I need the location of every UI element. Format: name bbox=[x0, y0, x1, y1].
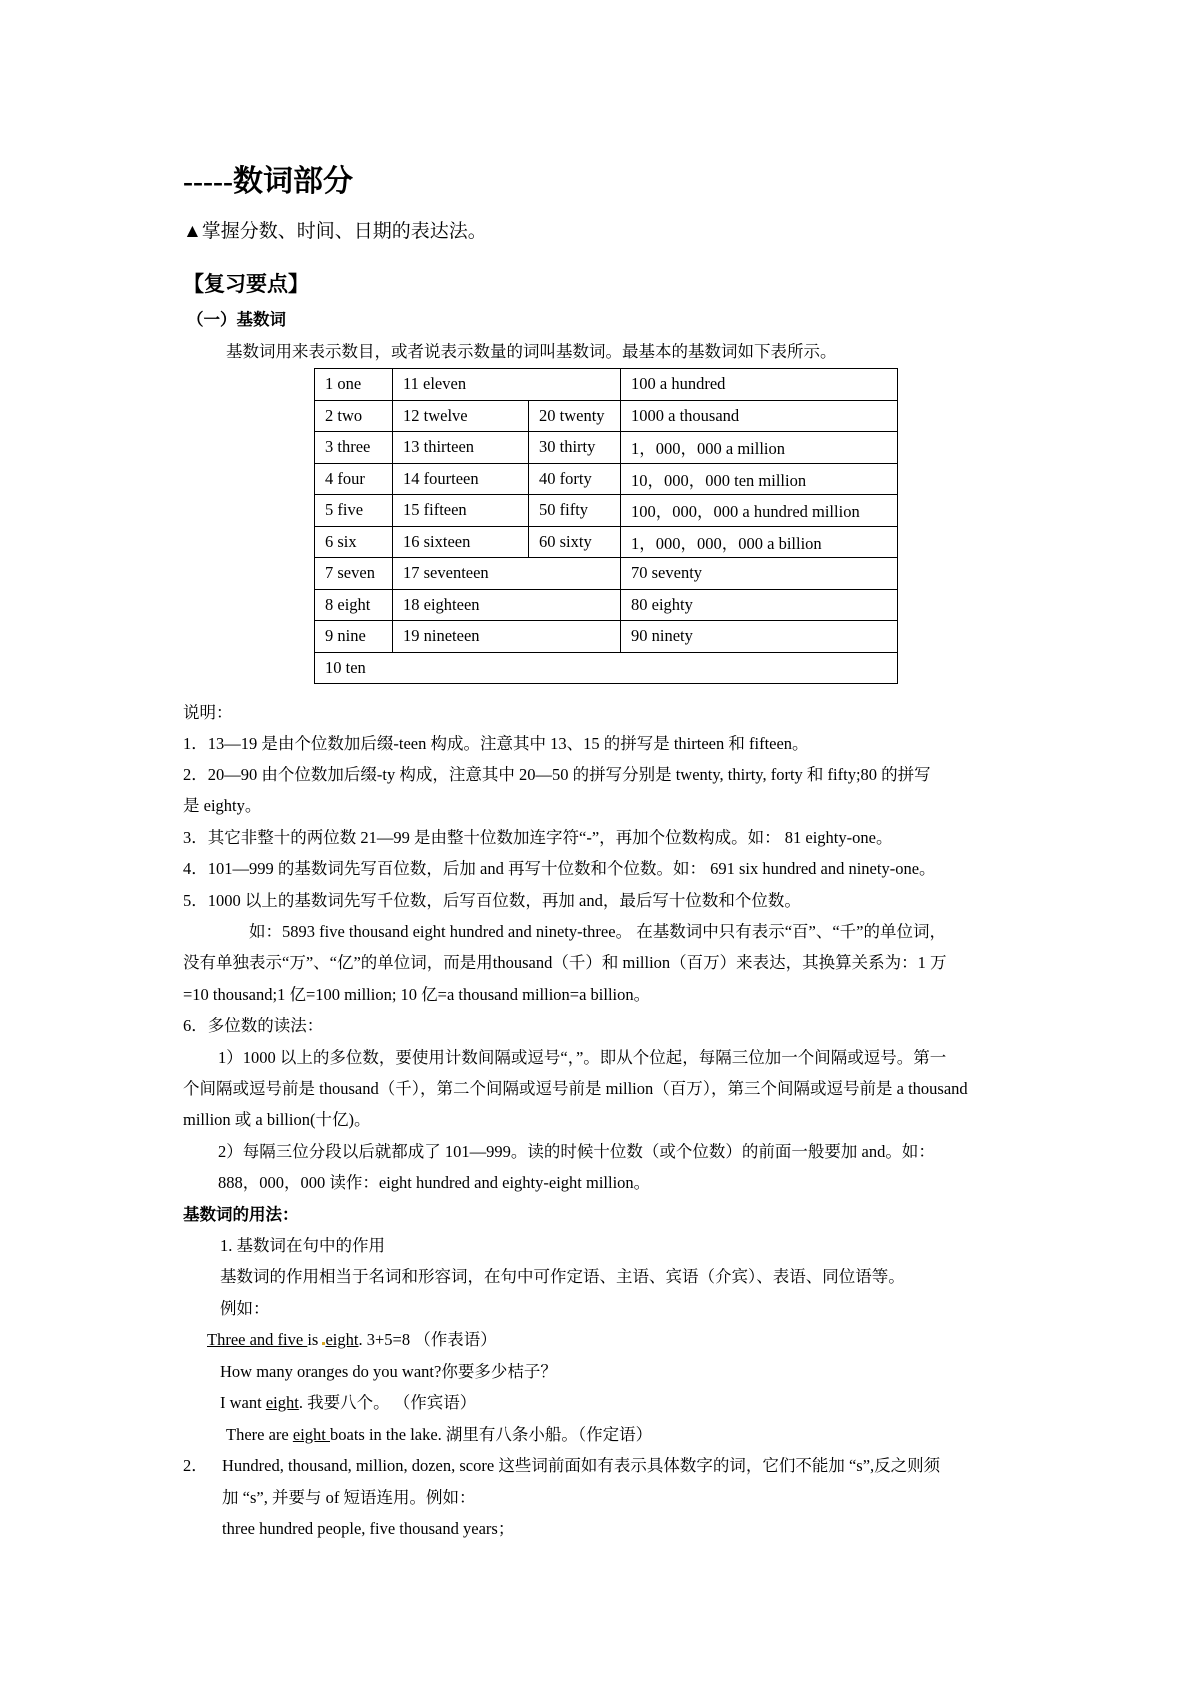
example-number: eight bbox=[325, 1330, 359, 1349]
table-cell: 60 sixty bbox=[529, 526, 621, 558]
usage-heading: 基数词的用法： bbox=[183, 1205, 299, 1224]
table-cell: 16 sixteen bbox=[393, 526, 529, 558]
usage-1-example-label: 例如： bbox=[220, 1299, 270, 1318]
example-predicative bbox=[207, 1330, 497, 1350]
table-cell: 10，000，000 ten million bbox=[621, 463, 898, 495]
note-5: 5．1000 以上的基数词先写千位数，后写百位数，再加 and，最后写十位数和个位数。 bbox=[183, 891, 801, 910]
note-1: 1．13—19 是由个位数加后缀-teen 构成。注意其中 13、15 的拼写是 thirteen 和 fifteen。 bbox=[183, 734, 809, 753]
table-cell: 40 forty bbox=[529, 463, 621, 495]
note-6-1: 1）1000 以上的多位数，要使用计数间隔或逗号“，”。即从个位起，每隔三位加一个间隔或逗号。第一 bbox=[218, 1048, 947, 1067]
example-rest: . 3+5=8 （作表语） bbox=[358, 1330, 497, 1349]
table-cell: 4 four bbox=[315, 463, 393, 495]
table-cell: 11 eleven bbox=[393, 369, 621, 401]
table-cell: 8 eight bbox=[315, 589, 393, 621]
example-object bbox=[220, 1393, 476, 1413]
table-cell: 1，000，000，000 a billion bbox=[621, 526, 898, 558]
intro-paragraph: 基数词用来表示数目，或者说表示数量的词叫基数词。最基本的基数词如下表所示。 bbox=[226, 342, 837, 361]
note-3: 3．其它非整十的两位数 21—99 是由整十位数加连字符“-”，再加个位数构成。如： 81 eighty-one。 bbox=[183, 828, 893, 847]
cardinal-number-table bbox=[314, 368, 898, 684]
review-heading: 【复习要点】 bbox=[183, 272, 309, 296]
example-question: How many oranges do you want?你要多少桔子？ bbox=[220, 1362, 557, 1381]
note-6-2: 2）每隔三位分段以后就都成了 101—999。读的时候十位数（或个位数）的前面一般要加 and。如： bbox=[218, 1142, 935, 1161]
example-text: I want bbox=[220, 1393, 266, 1412]
table-row bbox=[315, 400, 898, 432]
table-cell: 90 ninety bbox=[621, 621, 898, 653]
objective-line: ▲掌握分数、时间、日期的表达法。 bbox=[183, 221, 487, 242]
usage-2-example: three hundred people, five thousand years； bbox=[222, 1519, 515, 1538]
usage-1: 1. 基数词在句中的作用 bbox=[220, 1236, 385, 1255]
example-text: boats in the lake. 湖里有八条小船。（作定语） bbox=[330, 1425, 653, 1444]
table-cell: 9 nine bbox=[315, 621, 393, 653]
table-row bbox=[315, 369, 898, 401]
note-6-1-end: million 或 a billion(十亿)。 bbox=[183, 1110, 371, 1129]
table-cell: 15 fifteen bbox=[393, 495, 529, 527]
example-text: There are bbox=[226, 1425, 293, 1444]
note-5-conversion: =10 thousand;1 亿=100 million; 10 亿=a thousand million=a billion。 bbox=[183, 985, 651, 1004]
table-cell: 18 eighteen bbox=[393, 589, 621, 621]
note-2: 2．20—90 由个位数加后缀-ty 构成，注意其中 20—50 的拼写分别是 twenty, thirty, forty 和 fifty;80 的拼写 bbox=[183, 765, 931, 784]
example-subject: Three and five bbox=[207, 1330, 308, 1349]
table-row bbox=[315, 558, 898, 590]
table-row bbox=[315, 463, 898, 495]
table-cell: 14 fourteen bbox=[393, 463, 529, 495]
table-cell: 1，000，000 a million bbox=[621, 432, 898, 464]
table-row bbox=[315, 621, 898, 653]
table-row bbox=[315, 495, 898, 527]
table-cell: 100 a hundred bbox=[621, 369, 898, 401]
table-cell: 100，000，000 a hundred million bbox=[621, 495, 898, 527]
table-cell: 6 six bbox=[315, 526, 393, 558]
example-number: eight bbox=[265, 1393, 299, 1412]
table-cell: 1000 a thousand bbox=[621, 400, 898, 432]
table-cell: 80 eighty bbox=[621, 589, 898, 621]
table-cell: 10 ten bbox=[315, 652, 898, 684]
usage-1-desc: 基数词的作用相当于名词和形容词，在句中可作定语、主语、宾语（介宾）、表语、同位语等。 bbox=[220, 1267, 905, 1286]
table-cell: 2 two bbox=[315, 400, 393, 432]
note-5-cont: 没有单独表示“万”、“亿”的单位词，而是用thousand（千）和 million（百万）来表达，其换算关系为：1 万 bbox=[183, 953, 947, 972]
table-cell: 1 one bbox=[315, 369, 393, 401]
note-4: 4．101—999 的基数词先写百位数，后加 and 再写十位数和个位数。如： 691 six hundred and ninety-one。 bbox=[183, 859, 936, 878]
table-cell: 5 five bbox=[315, 495, 393, 527]
table-row bbox=[315, 432, 898, 464]
table-cell: 7 seven bbox=[315, 558, 393, 590]
table-row bbox=[315, 652, 898, 684]
note-6-2-example: 888，000，000 读作：eight hundred and eighty-eight million。 bbox=[218, 1173, 651, 1192]
table-cell: 70 seventy bbox=[621, 558, 898, 590]
section-heading-cardinal: （一）基数词 bbox=[187, 310, 286, 329]
notes-label: 说明： bbox=[183, 703, 233, 722]
example-number: eight bbox=[292, 1425, 330, 1444]
table-cell: 30 thirty bbox=[529, 432, 621, 464]
table-cell: 20 twenty bbox=[529, 400, 621, 432]
note-5-example: 如：5893 five thousand eight hundred and ninety-three。 在基数词中只有表示“百”、“千”的单位词， bbox=[249, 922, 946, 941]
table-cell: 50 fifty bbox=[529, 495, 621, 527]
usage-2: Hundred, thousand, million, dozen, score 这些词前面如有表示具体数字的词，它们不能加 “s”,反之则须 bbox=[222, 1456, 941, 1475]
note-2-cont: 是 eighty。 bbox=[183, 796, 262, 815]
table-cell: 17 seventeen bbox=[393, 558, 621, 590]
page-title: -----数词部分 bbox=[183, 165, 353, 198]
table-cell: 13 thirteen bbox=[393, 432, 529, 464]
table-cell: 19 nineteen bbox=[393, 621, 621, 653]
table-row bbox=[315, 589, 898, 621]
note-6-1-cont: 个间隔或逗号前是 thousand（千），第二个间隔或逗号前是 million（百万），第三个间隔或逗号前是 a thousand bbox=[183, 1079, 968, 1098]
table-cell: 12 twelve bbox=[393, 400, 529, 432]
table-row bbox=[315, 526, 898, 558]
example-attributive bbox=[226, 1425, 652, 1445]
note-6: 6．多位数的读法： bbox=[183, 1016, 324, 1035]
usage-2-cont: 加 “s”, 并要与 of 短语连用。例如： bbox=[222, 1488, 476, 1507]
example-verb: is bbox=[307, 1330, 323, 1349]
example-text: . 我要八个。 （作宾语） bbox=[298, 1393, 477, 1412]
usage-2-number: 2． bbox=[183, 1456, 208, 1475]
table-cell: 3 three bbox=[315, 432, 393, 464]
